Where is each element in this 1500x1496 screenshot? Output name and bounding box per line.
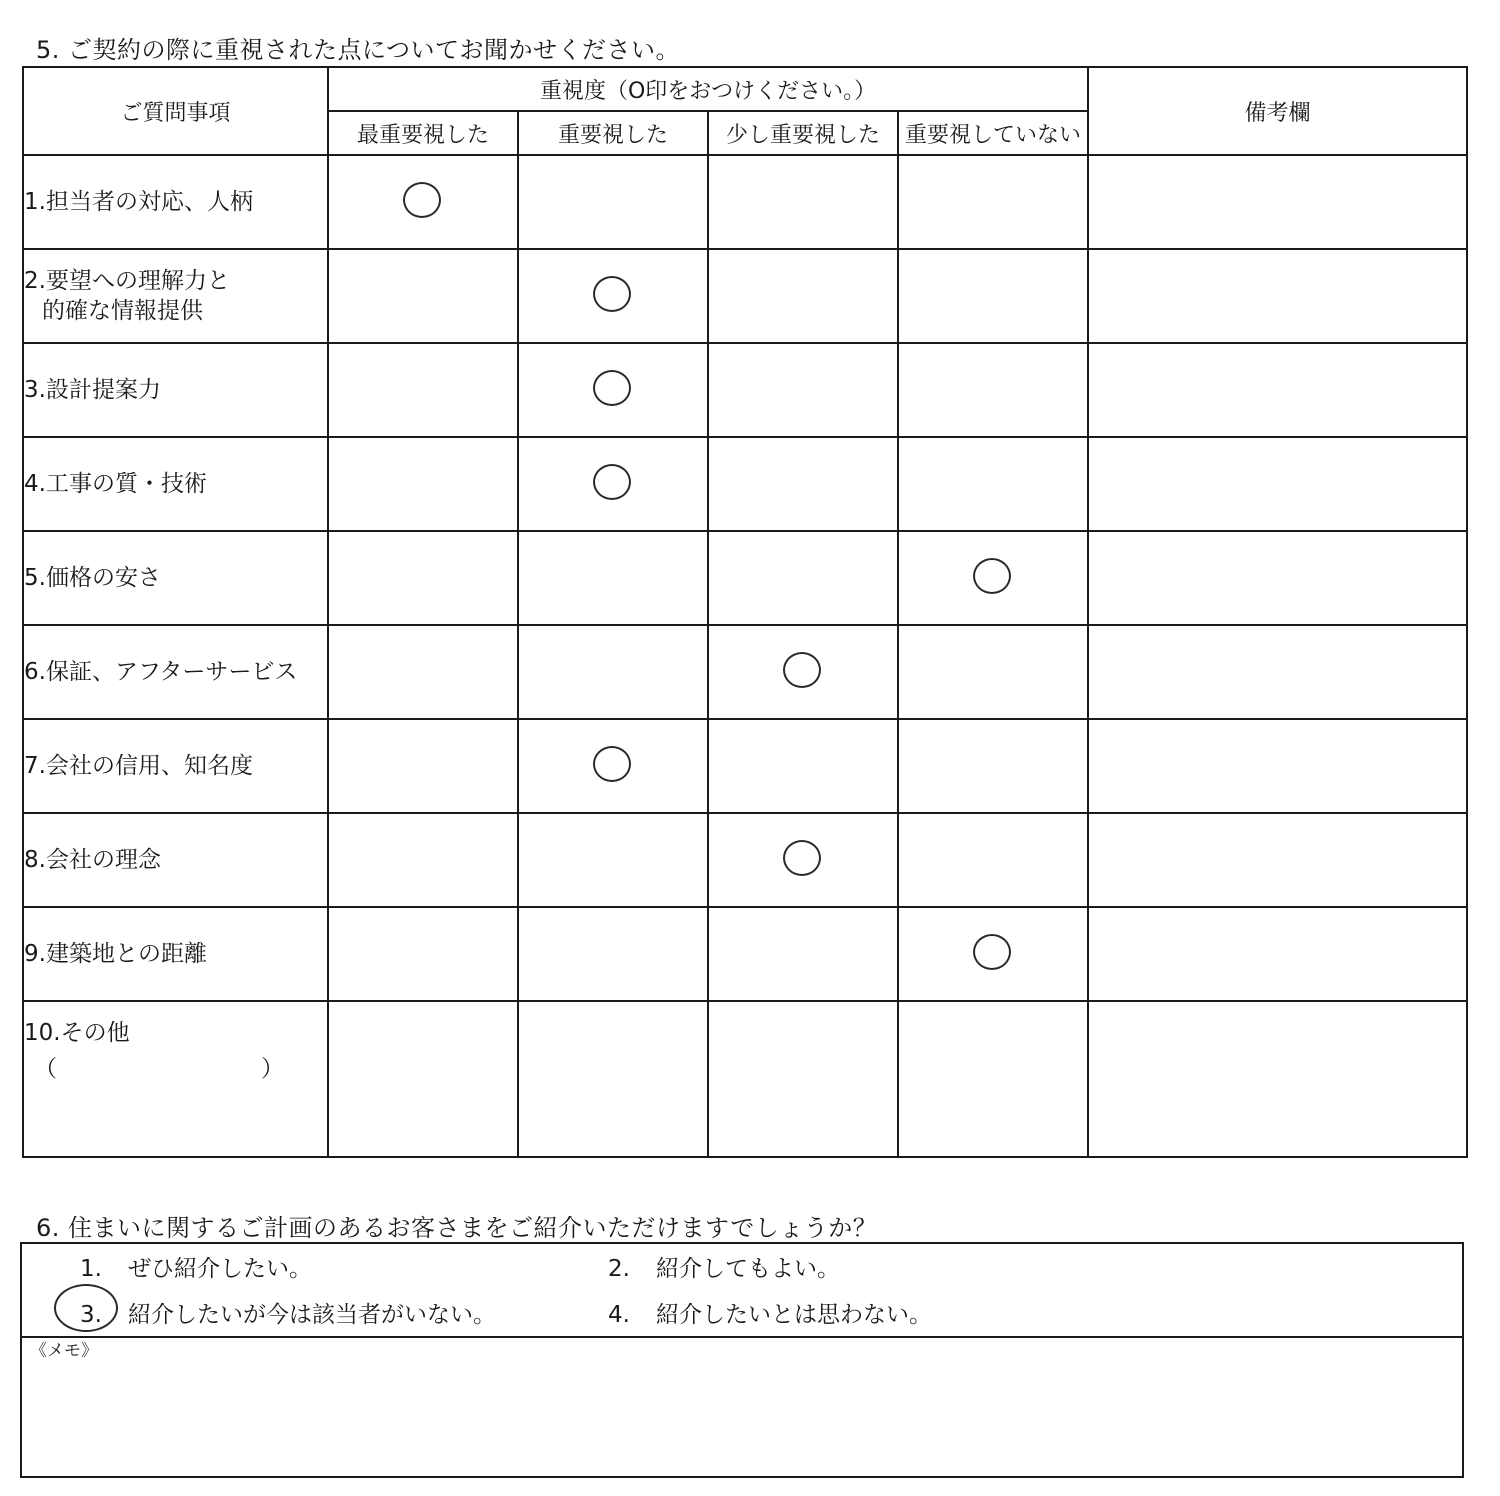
question-5-title: 5. ご契約の際に重視された点についてお聞かせください。 bbox=[36, 36, 681, 64]
row-label-text: 7.会社の信用、知名度 bbox=[24, 753, 253, 779]
row-label-text: 6.保証、アフターサービス bbox=[24, 659, 298, 685]
table-row bbox=[23, 437, 1467, 531]
importance-cell[interactable] bbox=[898, 907, 1088, 1001]
remarks-cell[interactable] bbox=[1088, 625, 1467, 719]
header-level-somewhat-important: 少し重要視した bbox=[708, 111, 898, 155]
table-row bbox=[23, 1001, 1467, 1157]
importance-cell[interactable] bbox=[328, 155, 518, 249]
question-6-title: 6. 住まいに関するご計画のあるお客さまをご紹介いただけますでしょうか？ bbox=[36, 1214, 878, 1242]
row-label bbox=[23, 343, 328, 437]
row-label bbox=[23, 907, 328, 1001]
importance-cell[interactable] bbox=[708, 531, 898, 625]
row-label-text: 10.その他 bbox=[24, 1020, 130, 1046]
importance-cell[interactable] bbox=[518, 155, 708, 249]
hand-drawn-circle-mark bbox=[783, 652, 821, 688]
importance-cell[interactable] bbox=[898, 155, 1088, 249]
importance-cell[interactable] bbox=[328, 719, 518, 813]
remarks-cell[interactable] bbox=[1088, 343, 1467, 437]
importance-cell[interactable] bbox=[898, 625, 1088, 719]
remarks-cell[interactable] bbox=[1088, 249, 1467, 343]
hand-drawn-circle-mark bbox=[593, 464, 631, 500]
option-4-number: 4. bbox=[608, 1302, 630, 1328]
importance-cell[interactable] bbox=[328, 1001, 518, 1157]
table-row bbox=[23, 343, 1467, 437]
row-label-text: 4.工事の質・技術 bbox=[24, 471, 207, 497]
paren-close: ） bbox=[261, 1056, 284, 1082]
header-level-important: 重要視した bbox=[518, 111, 708, 155]
option-1-text: ぜひ紹介したい。 bbox=[128, 1256, 312, 1282]
importance-cell[interactable] bbox=[898, 437, 1088, 531]
remarks-cell[interactable] bbox=[1088, 531, 1467, 625]
table-row bbox=[23, 907, 1467, 1001]
table-row bbox=[23, 155, 1467, 249]
row-label-text: 5.価格の安さ bbox=[24, 565, 161, 591]
importance-cell[interactable] bbox=[708, 719, 898, 813]
table-row bbox=[23, 249, 1467, 343]
importance-cell[interactable] bbox=[898, 719, 1088, 813]
importance-table bbox=[22, 66, 1468, 1158]
importance-cell[interactable] bbox=[708, 907, 898, 1001]
remarks-cell[interactable] bbox=[1088, 1001, 1467, 1157]
importance-cell[interactable] bbox=[518, 343, 708, 437]
importance-cell[interactable] bbox=[518, 907, 708, 1001]
option-3-number: 3. bbox=[80, 1302, 102, 1328]
row-label bbox=[23, 249, 328, 343]
memo-label: 《メモ》 bbox=[30, 1341, 98, 1361]
hand-drawn-circle-mark bbox=[593, 746, 631, 782]
importance-cell[interactable] bbox=[328, 813, 518, 907]
option-1-number: 1. bbox=[80, 1256, 102, 1282]
header-item: ご質問事項 bbox=[23, 67, 328, 155]
remarks-cell[interactable] bbox=[1088, 907, 1467, 1001]
importance-cell[interactable] bbox=[898, 813, 1088, 907]
row-label bbox=[23, 625, 328, 719]
importance-cell[interactable] bbox=[708, 625, 898, 719]
option-1[interactable] bbox=[80, 1250, 312, 1283]
row-label-text: 2.要望への理解力と bbox=[24, 268, 230, 294]
importance-cell[interactable] bbox=[898, 531, 1088, 625]
importance-cell[interactable] bbox=[898, 343, 1088, 437]
importance-cell[interactable] bbox=[708, 155, 898, 249]
option-3-text: 紹介したいが今は該当者がいない。 bbox=[128, 1302, 496, 1328]
importance-cell[interactable] bbox=[518, 1001, 708, 1157]
option-3[interactable] bbox=[80, 1296, 496, 1329]
referral-options-box bbox=[20, 1242, 1464, 1478]
hand-drawn-circle-mark bbox=[783, 840, 821, 876]
importance-cell[interactable] bbox=[328, 437, 518, 531]
importance-cell[interactable] bbox=[518, 437, 708, 531]
row-label bbox=[23, 813, 328, 907]
table-row bbox=[23, 625, 1467, 719]
header-remarks: 備考欄 bbox=[1088, 67, 1467, 155]
row-label bbox=[23, 1001, 328, 1157]
table-row bbox=[23, 813, 1467, 907]
importance-cell[interactable] bbox=[518, 249, 708, 343]
importance-cell[interactable] bbox=[708, 813, 898, 907]
importance-cell[interactable] bbox=[898, 249, 1088, 343]
row-label-text-line2: 的確な情報提供 bbox=[42, 298, 203, 324]
hand-drawn-circle-mark bbox=[593, 276, 631, 312]
remarks-cell[interactable] bbox=[1088, 155, 1467, 249]
hand-drawn-circle-mark bbox=[403, 182, 441, 218]
other-write-in-field[interactable] bbox=[24, 1054, 284, 1084]
header-level-most-important: 最重要視した bbox=[328, 111, 518, 155]
row-label bbox=[23, 531, 328, 625]
row-label-text: 8.会社の理念 bbox=[24, 847, 161, 873]
importance-cell[interactable] bbox=[518, 625, 708, 719]
header-importance: 重視度（O印をおつけください。） bbox=[328, 67, 1088, 111]
importance-cell[interactable] bbox=[328, 531, 518, 625]
row-label-text: 3.設計提案力 bbox=[24, 377, 161, 403]
header-level-not-important: 重要視していない bbox=[898, 111, 1088, 155]
importance-cell[interactable] bbox=[518, 719, 708, 813]
row-label-text: 1.担当者の対応、人柄 bbox=[24, 189, 253, 215]
hand-drawn-circle-mark bbox=[593, 370, 631, 406]
remarks-cell[interactable] bbox=[1088, 437, 1467, 531]
row-label bbox=[23, 437, 328, 531]
importance-cell[interactable] bbox=[708, 437, 898, 531]
option-2-number: 2. bbox=[608, 1256, 630, 1282]
hand-drawn-circle-mark bbox=[973, 558, 1011, 594]
memo-divider bbox=[22, 1336, 1462, 1338]
option-2[interactable] bbox=[608, 1250, 840, 1283]
importance-cell[interactable] bbox=[708, 343, 898, 437]
option-4[interactable] bbox=[608, 1296, 932, 1329]
remarks-cell[interactable] bbox=[1088, 813, 1467, 907]
importance-cell[interactable] bbox=[708, 1001, 898, 1157]
importance-cell[interactable] bbox=[328, 625, 518, 719]
row-label bbox=[23, 155, 328, 249]
importance-cell[interactable] bbox=[518, 531, 708, 625]
importance-cell[interactable] bbox=[328, 343, 518, 437]
option-4-text: 紹介したいとは思わない。 bbox=[656, 1302, 932, 1328]
table-row bbox=[23, 719, 1467, 813]
importance-cell[interactable] bbox=[518, 813, 708, 907]
importance-cell[interactable] bbox=[708, 249, 898, 343]
table-row bbox=[23, 531, 1467, 625]
importance-cell[interactable] bbox=[898, 1001, 1088, 1157]
remarks-cell[interactable] bbox=[1088, 719, 1467, 813]
option-2-text: 紹介してもよい。 bbox=[656, 1256, 840, 1282]
importance-cell[interactable] bbox=[328, 907, 518, 1001]
importance-cell[interactable] bbox=[328, 249, 518, 343]
row-label bbox=[23, 719, 328, 813]
hand-drawn-circle-mark bbox=[973, 934, 1011, 970]
row-label-text: 9.建築地との距離 bbox=[24, 941, 207, 967]
paren-open: （ bbox=[34, 1056, 57, 1082]
